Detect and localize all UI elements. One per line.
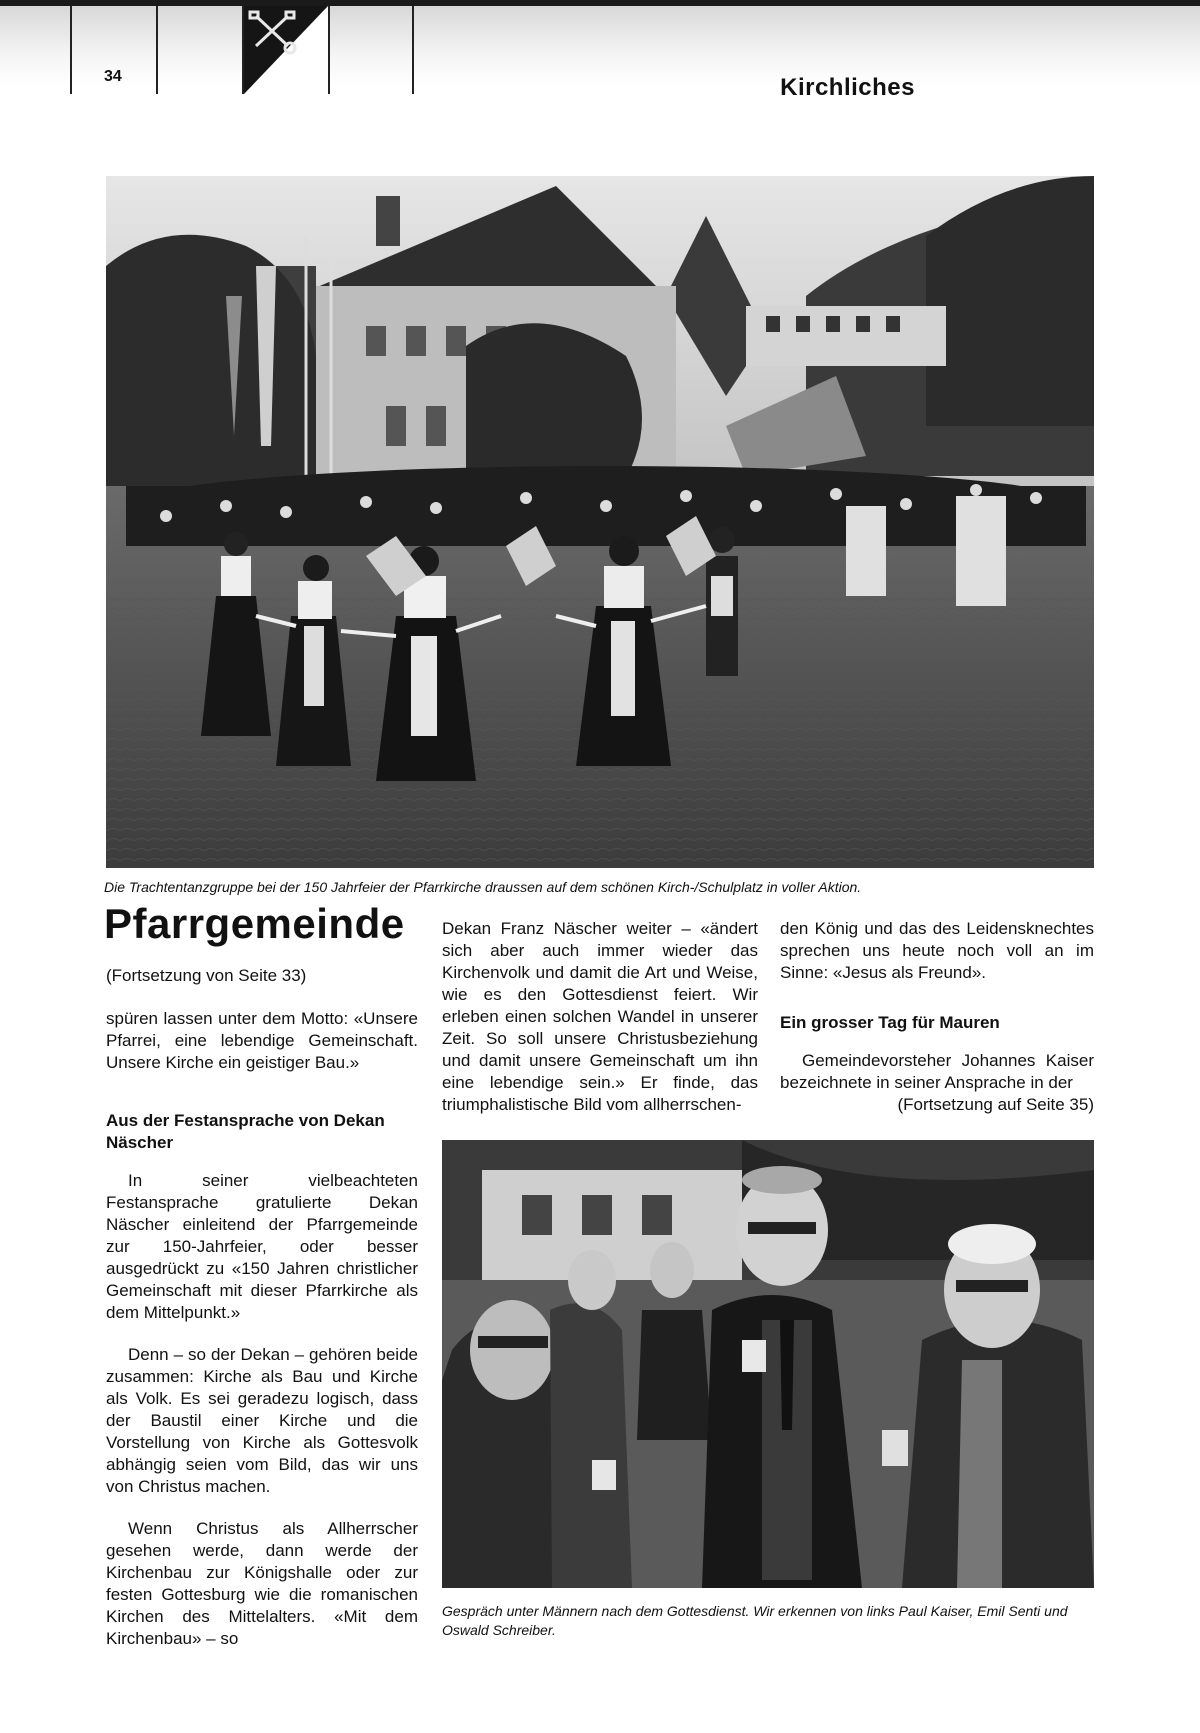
section-title: Kirchliches bbox=[780, 74, 915, 101]
paragraph: Denn – so der Dekan – gehören beide zusammen: Kirche als Bau und Kirche als Volk. Es sei geradezu logisch, dass der Baustil einer Kirche und die Vorstellung von Kirche als Gottesvolk abhängig seien vom Bild, das wir uns von Christus machen. bbox=[106, 1345, 418, 1496]
paragraph: Wenn Christus als Allherrscher gesehen werde, dann werde der Kirchenbau zur Königshalle oder zur festen Gottesburg wie die romanischen Kirchen des Mittelalters. «Mit dem Kirchenbau» – so bbox=[106, 1519, 418, 1648]
top-photo-caption: Die Trachtentanzgruppe bei der 150 Jahrfeier der Pfarrkirche draussen auf dem schönen Kirch-/Schulplatz in voller Aktion. bbox=[104, 879, 862, 895]
men-conversation-photo bbox=[442, 1140, 1094, 1588]
paragraph: den König und das des Leidensknechtes sprechen uns heute noch voll an im Sinne: «Jesus als Freund». bbox=[780, 919, 1094, 982]
article-column-2 bbox=[442, 918, 758, 1136]
paragraph: Gemeindevorsteher Johannes Kaiser bezeichnete in seiner Ansprache in der bbox=[780, 1051, 1094, 1092]
subheading: Ein grosser Tag für Mauren bbox=[780, 1013, 1000, 1032]
header-box bbox=[156, 6, 242, 94]
crossed-keys-icon bbox=[244, 6, 328, 94]
continuation-from: (Fortsetzung von Seite 33) bbox=[106, 966, 307, 985]
header-box bbox=[328, 6, 414, 94]
emblem-box bbox=[242, 6, 328, 94]
page-number: 34 bbox=[104, 68, 122, 85]
article-headline: Pfarrgemeinde bbox=[104, 900, 405, 947]
article-column-3 bbox=[780, 918, 1094, 1116]
paragraph: spüren lassen unter dem Motto: «Unsere Pfarrei, eine lebendige Gemeinschaft. Unsere Kirche ein geistiger Bau.» bbox=[106, 1009, 418, 1072]
subheading: Aus der Festansprache von Dekan Näscher bbox=[106, 1111, 385, 1152]
paragraph: In seiner vielbeachteten Festansprache gratulierte Dekan Näscher einleitend der Pfarrgemeinde zur 150-Jahrfeier, oder besser ausgedrückt zu «150 Jahren christlicher Gemeinschaft mit dieser Pfarrkirche als dem Mittelpunkt.» bbox=[106, 1171, 418, 1322]
paragraph: Dekan Franz Näscher weiter – «ändert sich aber auch immer wieder das Kirchenvolk und damit die Art und Weise, wie es den Gottesdienst feiert. Wir erleben einen solchen Wandel in unserer Zeit. So soll unsere Christusbeziehung und damit unsere Gemeinschaft um ihn eine lebendige sein.» Er finde, das triumphalistische Bild vom allherrschen- bbox=[442, 919, 758, 1114]
continued-on: (Fortsetzung auf Seite 35) bbox=[897, 1095, 1094, 1114]
article-column-1 bbox=[106, 1008, 418, 1670]
dance-group-photo bbox=[106, 176, 1094, 868]
bottom-photo-caption: Gespräch unter Männern nach dem Gottesdienst. Wir erkennen von links Paul Kaiser, Emil Senti und Oswald Schreiber. bbox=[442, 1603, 1068, 1638]
